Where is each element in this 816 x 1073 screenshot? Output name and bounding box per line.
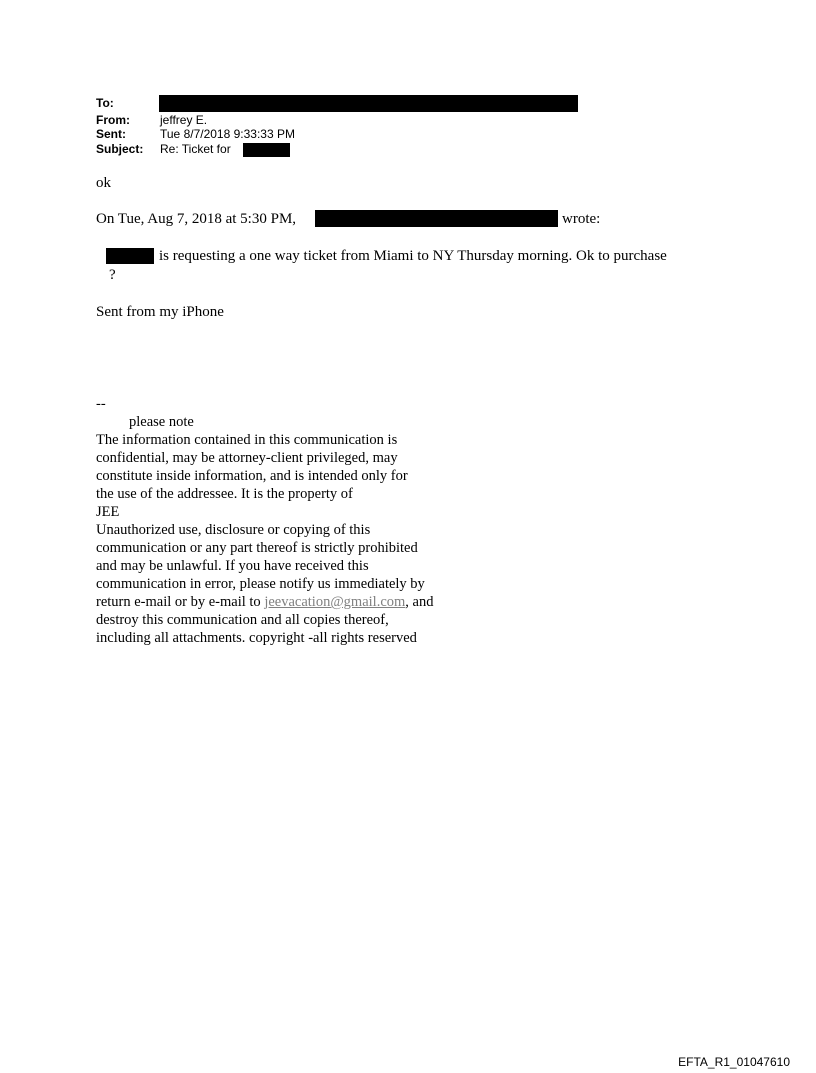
- quoted-line-1: is requesting a one way ticket from Miami to NY Thursday morning. Ok to purchase: [159, 248, 667, 264]
- subject-label: Subject:: [96, 142, 144, 156]
- to-label: To:: [96, 96, 114, 110]
- disclaimer-line: and may be unlawful. If you have received this: [96, 558, 369, 574]
- disclaimer-line: JEE: [96, 504, 120, 520]
- please-note: please note: [129, 414, 194, 430]
- document-id: EFTA_R1_01047610: [678, 1055, 790, 1069]
- email-line-suffix: , and: [405, 594, 434, 610]
- subject-redaction: [243, 143, 290, 157]
- disclaimer-line: including all attachments. copyright -all rights reserved: [96, 630, 417, 646]
- disclaimer-line: the use of the addressee. It is the property of: [96, 486, 353, 502]
- reply-text: ok: [96, 175, 111, 191]
- disclaimer-line: communication in error, please notify us immediately by: [96, 576, 425, 592]
- email-link[interactable]: jeevacation@gmail.com: [264, 594, 406, 610]
- disclaimer-line: constitute inside information, and is intended only for: [96, 468, 408, 484]
- from-label: From:: [96, 113, 130, 127]
- sender-redaction: [315, 210, 558, 227]
- sent-label: Sent:: [96, 127, 126, 141]
- from-value: jeffrey E.: [160, 113, 208, 127]
- sent-value: Tue 8/7/2018 9:33:33 PM: [160, 127, 295, 141]
- quote-intro-prefix: On Tue, Aug 7, 2018 at 5:30 PM,: [96, 211, 297, 227]
- disclaimer-block: [96, 395, 433, 647]
- quoted-line-2: ?: [109, 267, 116, 283]
- requester-redaction: [106, 248, 154, 264]
- disclaimer-line: communication or any part thereof is strictly prohibited: [96, 540, 418, 556]
- disclaimer-email-line: [96, 593, 433, 611]
- disclaimer-line: confidential, may be attorney-client privileged, may: [96, 450, 398, 466]
- signature: Sent from my iPhone: [96, 304, 224, 320]
- disclaimer-line: destroy this communication and all copies thereof,: [96, 612, 389, 628]
- disclaimer-line: The information contained in this communication is: [96, 432, 398, 448]
- quote-intro-suffix: wrote:: [562, 211, 601, 227]
- to-redaction: [159, 95, 578, 112]
- subject-value: Re: Ticket for: [160, 142, 231, 156]
- email-line-prefix: return e-mail or by e-mail to: [96, 594, 265, 610]
- separator: --: [96, 396, 106, 412]
- disclaimer-line: Unauthorized use, disclosure or copying of this: [96, 522, 371, 538]
